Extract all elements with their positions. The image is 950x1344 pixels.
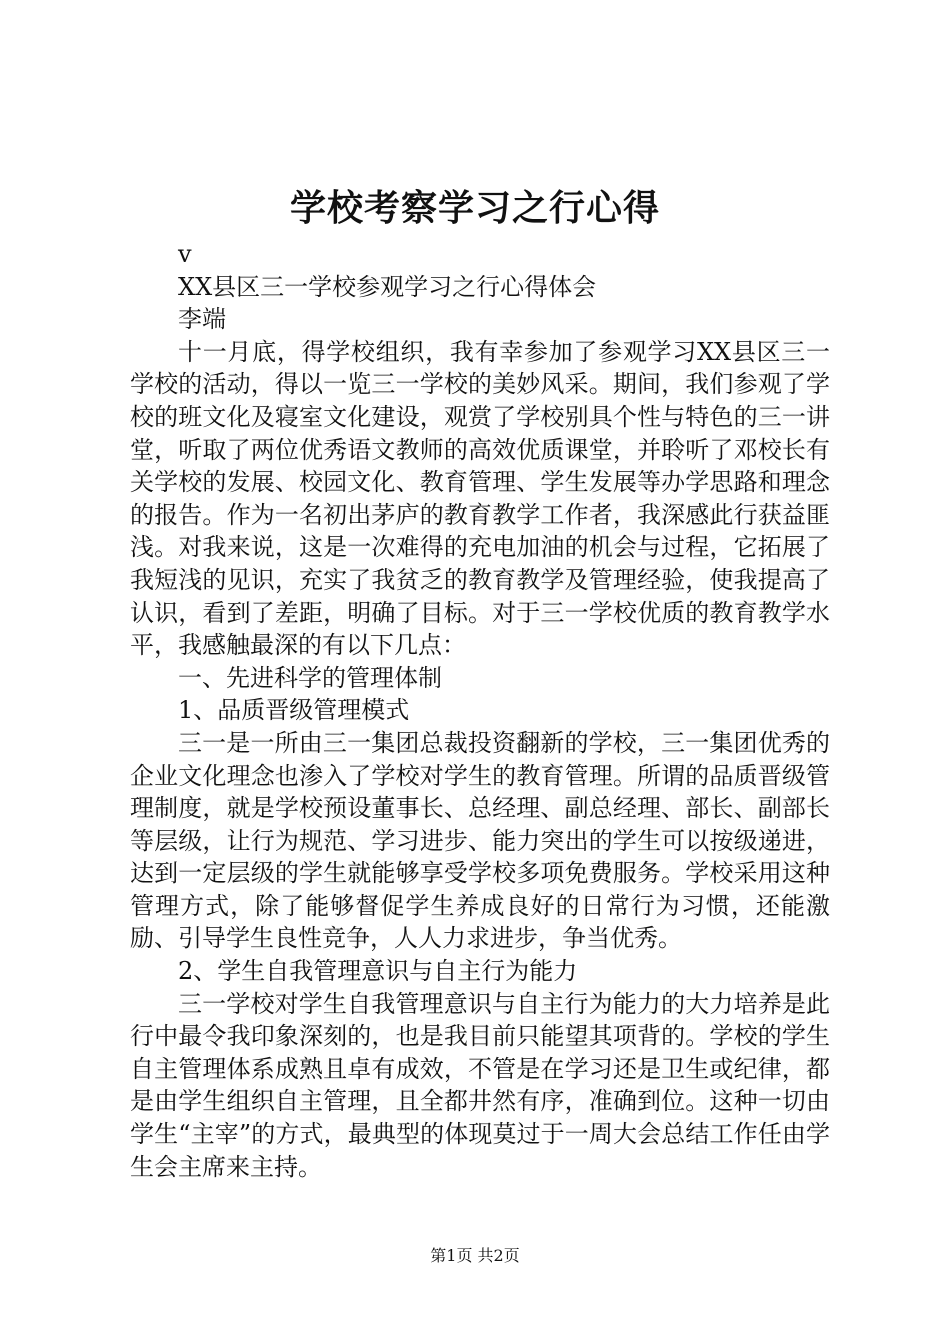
paragraph-intro: 十一月底，得学校组织，我有幸参加了参观学习XX县区三一学校的活动，得以一览三一学校的美妙风采。期间，我们参观了学校的班文化及寝室文化建设，观赏了学校别具个性与特色的三一讲堂，听取了两位优秀语文教师的高效优质课堂，并聆听了邓校长有关学校的发展、校园文化、教育管理、学生发展等办学思路和理念的报告。作为一名初出茅庐的教育教学工作者，我深感此行获益匪浅。对我来说，这是一次难得的充电加油的机会与过程，它拓展了我短浅的见识，充实了我贫乏的教育教学及管理经验，使我提高了认识，看到了差距，明确了目标。对于三一学校优质的教育教学水平，我感触最深的有以下几点： — [130, 337, 830, 660]
text-line-v: v — [178, 240, 192, 268]
subheading-1: 1、品质晋级管理模式 — [178, 696, 410, 725]
section-heading-1: 一、先进科学的管理体制 — [178, 663, 442, 692]
paragraph-self-management: 三一学校对学生自我管理意识与自主行为能力的大力培养是此行中最令我印象深刻的，也是我目前只能望其项背的。学校的学生自主管理体系成熟且卓有成效，不管是在学习还是卫生或纪律，都是由学生组织自主管理，且全都井然有序，准确到位。这种一切由学生“主宰”的方式，最典型的体现莫过于一周大会总结工作任由学生会主席来主持。 — [130, 989, 830, 1181]
subheading-2: 2、学生自我管理意识与自主行为能力 — [178, 957, 578, 986]
document-body — [130, 238, 830, 1183]
author-line: 李端 — [178, 305, 226, 334]
page-footer: 第1页 共2页 — [430, 1246, 520, 1265]
document-title: 学校考察学习之行心得 — [289, 187, 660, 229]
subtitle-line: XX县区三一学校参观学习之行心得体会 — [178, 272, 597, 301]
paragraph-quality-promotion: 三一是一所由三一集团总裁投资翻新的学校，三一集团优秀的企业文化理念也渗入了学校对学生的教育管理。所谓的品质晋级管理制度，就是学校预设董事长、总经理、副总经理、部长、副部长等层级，让行为规范、学习进步、能力突出的学生可以按级递进，达到一定层级的学生就能够享受学校多项免费服务。学校采用这种管理方式，除了能够督促学生养成良好的日常行为习惯，还能激励、引导学生良性竞争，人人力求进步，争当优秀。 — [130, 728, 830, 953]
